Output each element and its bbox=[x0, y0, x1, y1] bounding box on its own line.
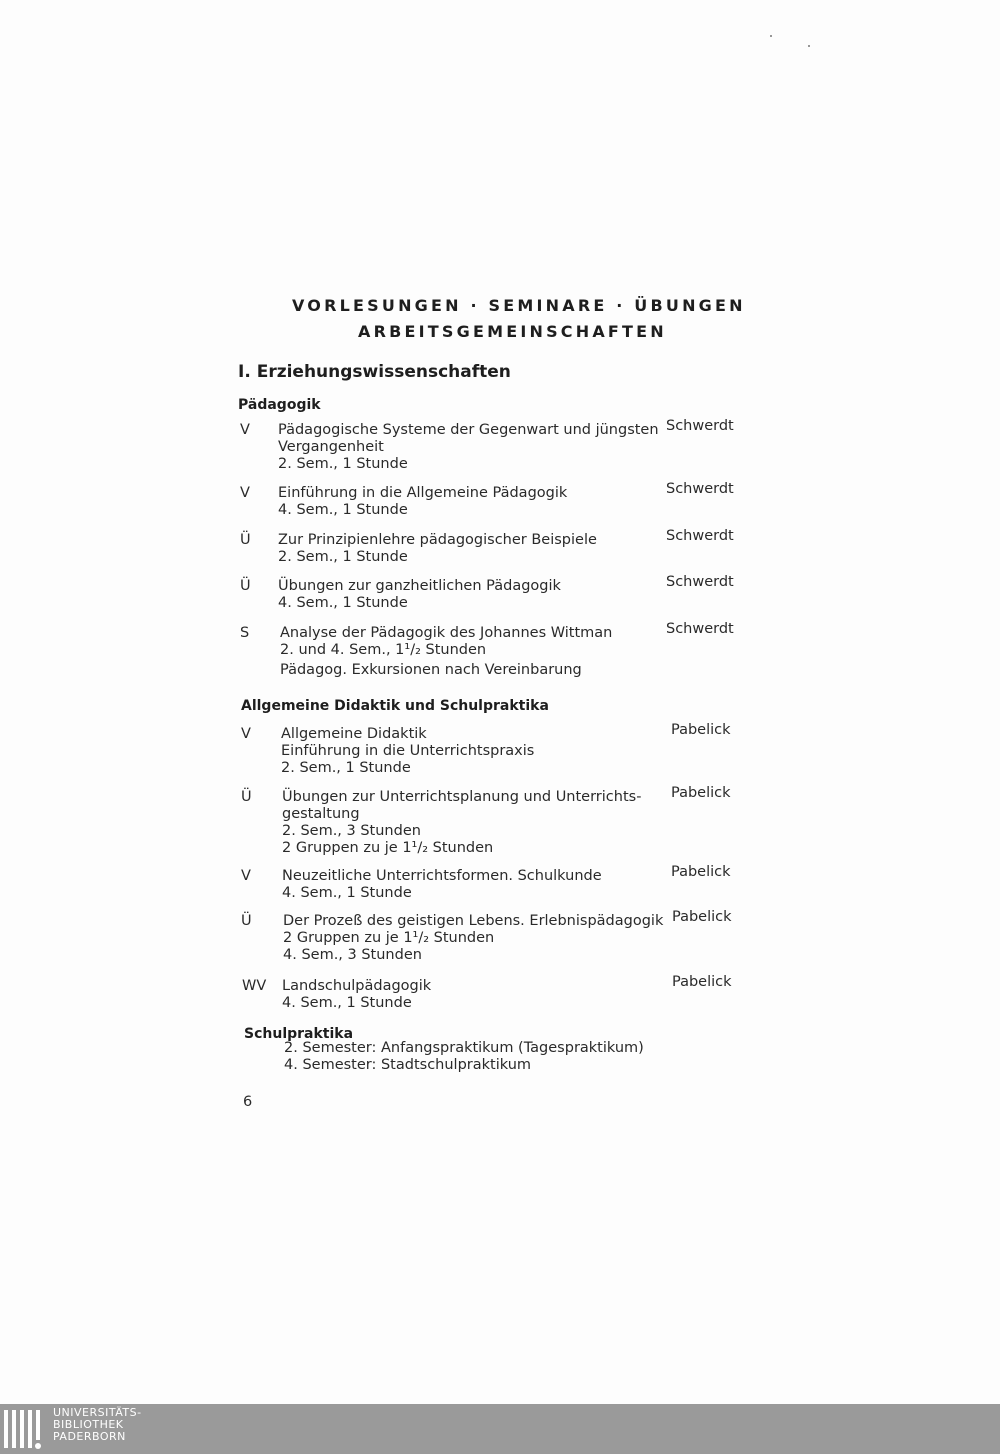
course-line: 2. Sem., 1 Stunde bbox=[278, 456, 408, 472]
course-teacher: Schwerdt bbox=[666, 621, 734, 637]
course-description bbox=[278, 422, 658, 473]
course-line: 2. Sem., 1 Stunde bbox=[281, 760, 411, 776]
course-teacher: Schwerdt bbox=[666, 418, 734, 434]
schulpraktika-line: 2. Semester: Anfangspraktikum (Tagespraktikum) bbox=[284, 1040, 644, 1056]
course-description bbox=[280, 625, 660, 679]
page-title-line-2: ARBEITSGEMEINSCHAFTEN bbox=[358, 322, 667, 341]
course-description bbox=[282, 978, 662, 1012]
course-line: 4. Sem., 1 Stunde bbox=[278, 502, 408, 518]
course-line: 2. Sem., 1 Stunde bbox=[278, 549, 408, 565]
course-line: 2 Gruppen zu je 1¹/₂ Stunden bbox=[283, 930, 495, 946]
schulpraktika-list bbox=[284, 1040, 644, 1074]
course-teacher: Pabelick bbox=[671, 864, 731, 880]
library-name-line: PADERBORN bbox=[53, 1430, 126, 1443]
course-type: V bbox=[240, 422, 250, 438]
course-description bbox=[282, 868, 662, 902]
course-line: Der Prozeß des geistigen Lebens. Erlebnispädagogik bbox=[283, 913, 664, 929]
scan-speck bbox=[808, 45, 810, 47]
course-line: Allgemeine Didaktik bbox=[281, 726, 427, 742]
course-type: V bbox=[241, 868, 251, 884]
course-type: V bbox=[240, 485, 250, 501]
course-description bbox=[278, 532, 658, 566]
course-line: Pädagogische Systeme der Gegenwart und jüngsten bbox=[278, 422, 659, 438]
course-teacher: Schwerdt bbox=[666, 481, 734, 497]
schulpraktika-line: 4. Semester: Stadtschulpraktikum bbox=[284, 1057, 532, 1073]
course-line: Einführung in die Unterrichtspraxis bbox=[281, 743, 535, 759]
subsection-heading-paedagogik: Pädagogik bbox=[238, 397, 321, 413]
course-teacher: Schwerdt bbox=[666, 574, 734, 590]
library-footer-bar bbox=[0, 1404, 1000, 1454]
course-line: 4. Sem., 1 Stunde bbox=[282, 885, 412, 901]
course-description bbox=[282, 789, 662, 857]
library-bars-logo-icon bbox=[2, 1407, 46, 1451]
page-title-line-1: VORLESUNGEN · SEMINARE · ÜBUNGEN bbox=[292, 296, 746, 315]
course-line: 2. und 4. Sem., 1¹/₂ Stunden bbox=[280, 642, 487, 658]
course-line: Pädagog. Exkursionen nach Vereinbarung bbox=[280, 662, 582, 678]
course-teacher: Pabelick bbox=[671, 722, 731, 738]
course-description bbox=[283, 913, 663, 964]
course-teacher: Pabelick bbox=[672, 909, 732, 925]
course-line: Einführung in die Allgemeine Pädagogik bbox=[278, 485, 568, 501]
course-type: WV bbox=[242, 978, 267, 994]
course-description bbox=[278, 578, 658, 612]
course-line: Übungen zur ganzheitlichen Pädagogik bbox=[278, 578, 561, 594]
course-type: Ü bbox=[241, 789, 252, 805]
course-line: Übungen zur Unterrichtsplanung und Unterrichts- bbox=[282, 789, 642, 805]
course-line: 2 Gruppen zu je 1¹/₂ Stunden bbox=[282, 840, 494, 856]
course-type: V bbox=[241, 726, 251, 742]
course-line: Vergangenheit bbox=[278, 439, 384, 455]
course-line: Analyse der Pädagogik des Johannes Wittman bbox=[280, 625, 613, 641]
subsection-heading-schulpraktika: Schulpraktika bbox=[244, 1026, 354, 1042]
course-line: Neuzeitliche Unterrichtsformen. Schulkunde bbox=[282, 868, 602, 884]
course-line: Zur Prinzipienlehre pädagogischer Beispiele bbox=[278, 532, 597, 548]
section-heading: I. Erziehungswissenschaften bbox=[238, 362, 511, 382]
course-line: 4. Sem., 1 Stunde bbox=[278, 595, 408, 611]
course-teacher: Schwerdt bbox=[666, 528, 734, 544]
library-name-line: UNIVERSITÄTS- bbox=[53, 1406, 142, 1419]
course-line: gestaltung bbox=[282, 806, 360, 822]
library-name-line: BIBLIOTHEK bbox=[53, 1418, 124, 1431]
course-description bbox=[278, 485, 658, 519]
course-description bbox=[281, 726, 661, 777]
library-name bbox=[53, 1407, 142, 1443]
course-line: 2. Sem., 3 Stunden bbox=[282, 823, 421, 839]
course-teacher: Pabelick bbox=[672, 974, 732, 990]
course-line: Landschulpädagogik bbox=[282, 978, 432, 994]
course-type: S bbox=[240, 625, 250, 641]
scan-speck bbox=[770, 35, 772, 37]
course-line: 4. Sem., 3 Stunden bbox=[283, 947, 422, 963]
course-line: 4. Sem., 1 Stunde bbox=[282, 995, 412, 1011]
course-teacher: Pabelick bbox=[671, 785, 731, 801]
course-type: Ü bbox=[240, 532, 251, 548]
subsection-heading-didaktik: Allgemeine Didaktik und Schulpraktika bbox=[241, 698, 549, 714]
page-number: 6 bbox=[243, 1094, 253, 1110]
course-type: Ü bbox=[240, 578, 251, 594]
course-type: Ü bbox=[241, 913, 252, 929]
